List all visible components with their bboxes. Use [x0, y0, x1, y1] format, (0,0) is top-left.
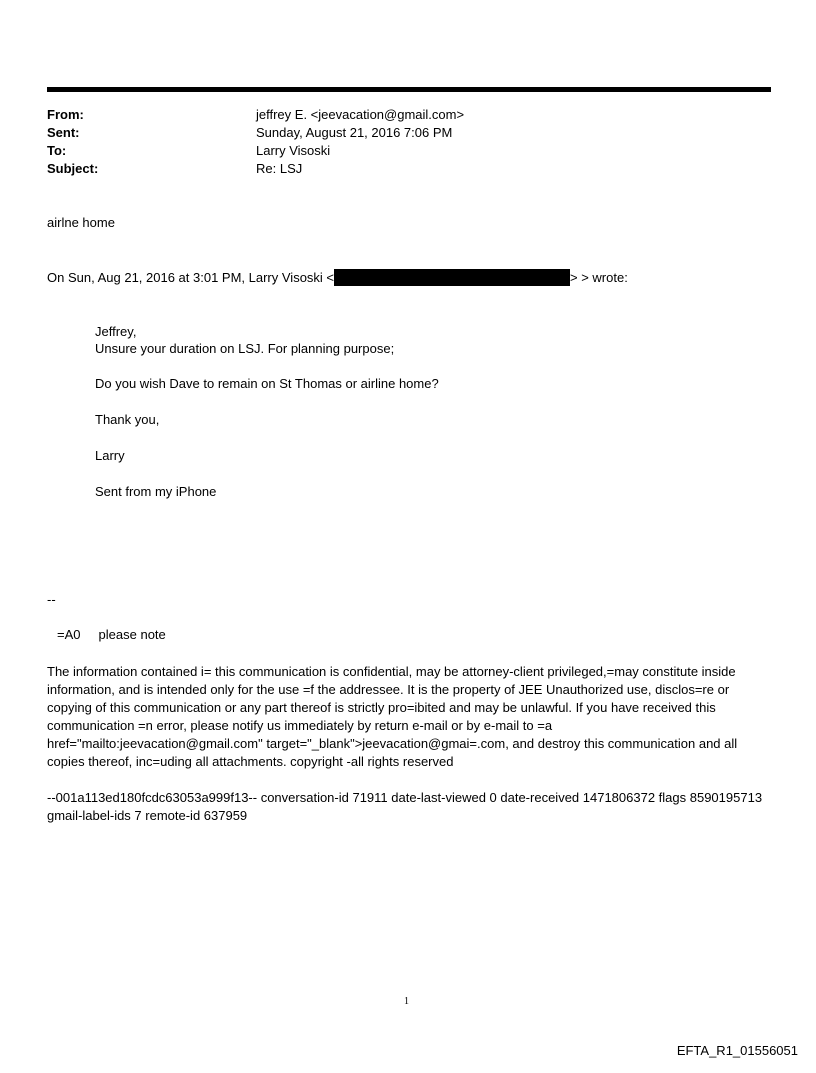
header-rule: [47, 87, 771, 92]
quoted-line-1: Unsure your duration on LSJ. For planning purpose;: [95, 341, 395, 356]
subject-label: Subject:: [47, 161, 99, 176]
redaction-bar: [334, 269, 570, 286]
metadata-paragraph: --001a113ed180fcdc63053a999f13-- conversation-id 71911 date-last-viewed 0 date-received 1471806372 flags 8590195713 gmail-label-ids 7 remote-id 637959: [47, 790, 763, 823]
quoted-greeting: Jeffrey,: [95, 324, 137, 339]
sent-label: Sent:: [47, 125, 80, 140]
sent-value: Sunday, August 21, 2016 7:06 PM: [256, 125, 453, 140]
from-label: From:: [47, 107, 84, 122]
quote-intro-start: On Sun, Aug 21, 2016 at 3:01 PM, Larry Visoski <: [47, 270, 335, 285]
disclaimer-paragraph: The information contained i= this communication is confidential, may be attorney-client privileged,=may constitute inside information, and is intended only for the use =f the addressee. It is the property of JEE Unauthorized use, disclos=re or copying of this communication or any part thereof is strictly pro=ibited and may be unlawful. If you have received this communication =n error, please notify us immediately by return e-mail or by e-mail to =a href="mailto:jeevacation@gmail.com" target="_blank">jeevacation@gmai=.com, and destroy this communication and all copies thereof, inc=uding all attachments. copyright -all rights reserved: [47, 664, 738, 769]
quoted-thanks: Thank you,: [95, 412, 160, 427]
quote-intro: [47, 269, 628, 286]
reply-text: airlne home: [47, 215, 115, 230]
to-value: Larry Visoski: [256, 143, 331, 158]
quoted-line-2: Do you wish Dave to remain on St Thomas or airline home?: [95, 376, 439, 391]
signature-separator: --: [47, 592, 56, 607]
from-value: jeffrey E. <jeevacation@gmail.com>: [256, 107, 465, 122]
please-note: =A0 please note: [57, 627, 166, 642]
quoted-name: Larry: [95, 448, 125, 463]
to-label: To:: [47, 143, 67, 158]
quote-intro-end: > > wrote:: [570, 270, 628, 285]
document-id: EFTA_R1_01556051: [676, 1043, 798, 1058]
subject-value: Re: LSJ: [256, 161, 303, 176]
quoted-signature: Sent from my iPhone: [95, 484, 217, 499]
page-number: 1: [404, 996, 409, 1007]
